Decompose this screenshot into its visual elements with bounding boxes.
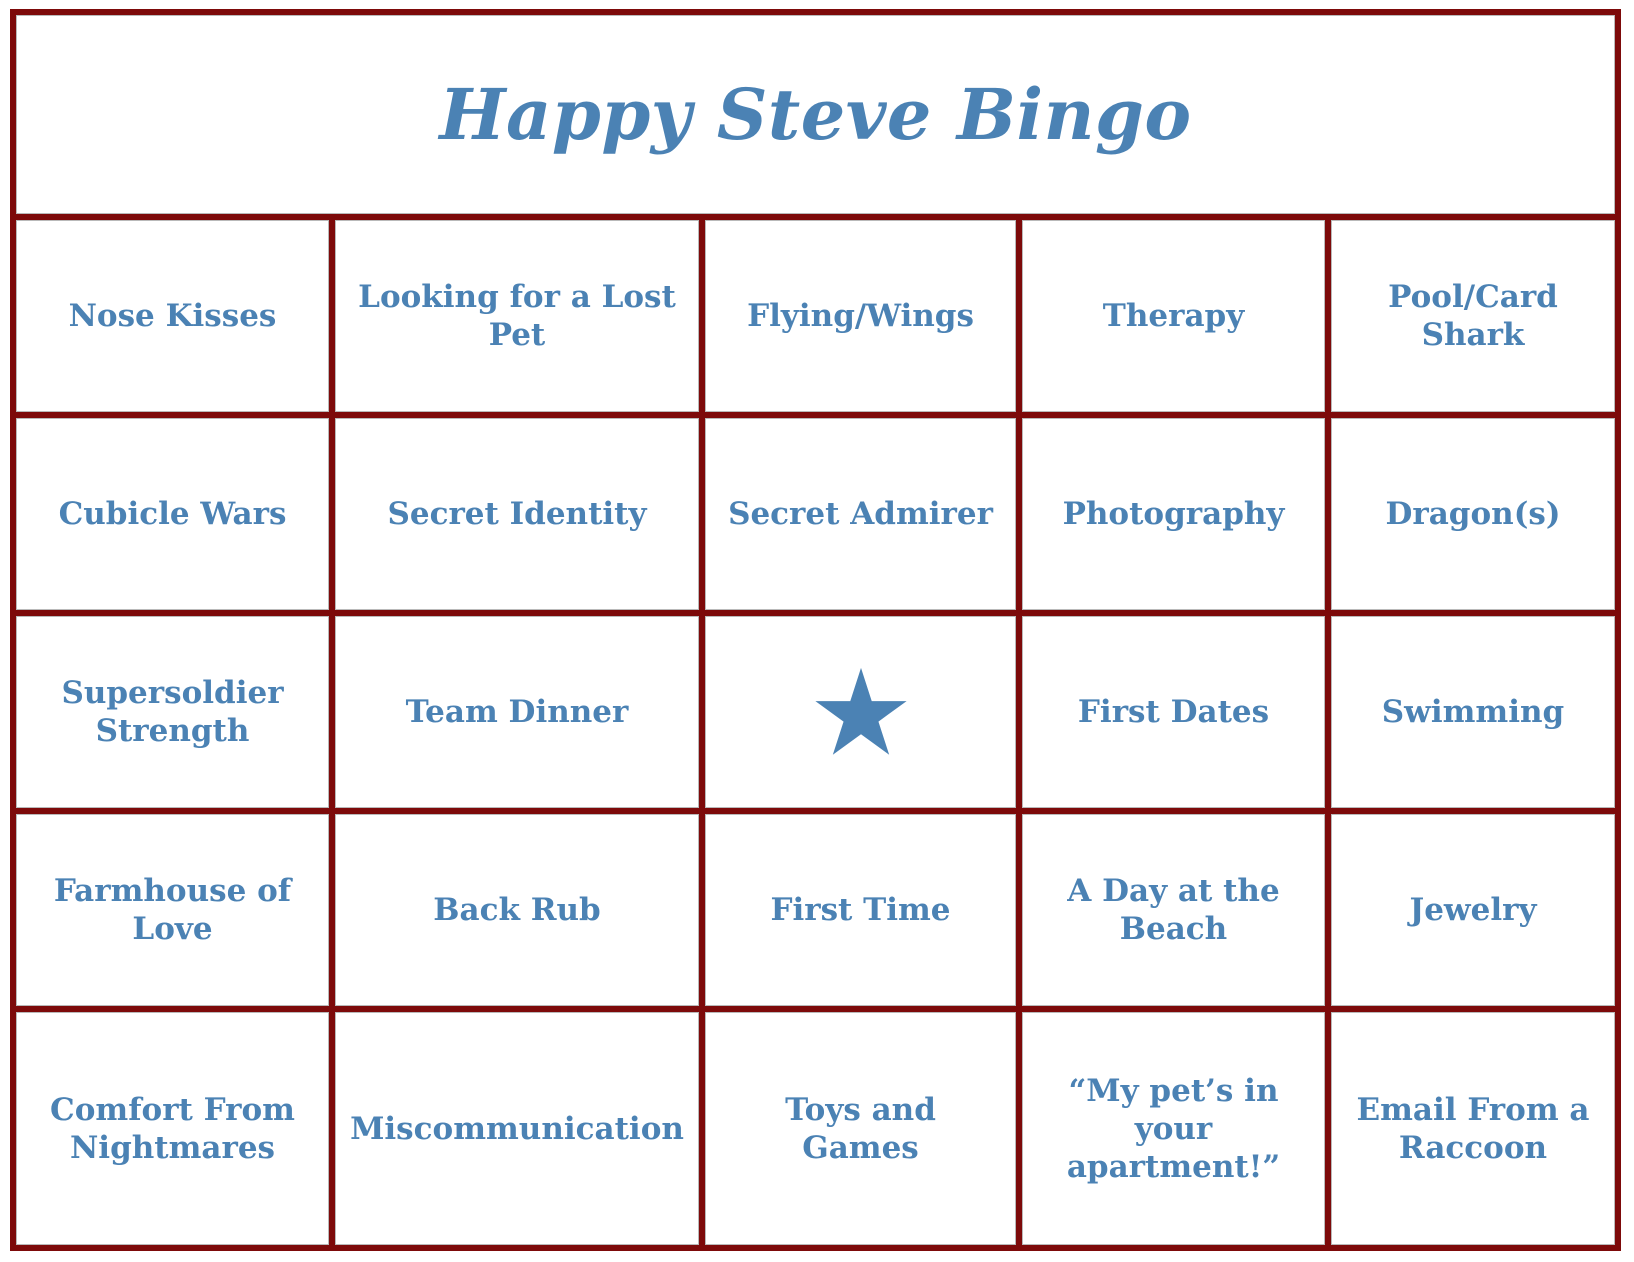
cell-label: Miscommunication <box>350 1110 684 1147</box>
bingo-cell[interactable] <box>335 418 699 610</box>
page-title: Happy Steve Bingo <box>439 73 1192 156</box>
bingo-cell[interactable] <box>705 1012 1016 1245</box>
cell-label: Email From a Raccoon <box>1356 1091 1590 1166</box>
bingo-cell[interactable] <box>335 1012 699 1245</box>
bingo-cell[interactable] <box>1331 220 1615 412</box>
bingo-cell[interactable] <box>335 616 699 808</box>
cell-label: First Dates <box>1077 694 1270 730</box>
cell-label: Dragon(s) <box>1385 496 1561 532</box>
bingo-cell[interactable] <box>16 418 329 610</box>
cell-label: Comfort From Nightmares <box>50 1091 295 1166</box>
star-icon <box>813 666 909 758</box>
bingo-cell[interactable] <box>1022 814 1325 1006</box>
bingo-cell[interactable] <box>705 418 1016 610</box>
cell-label: Secret Identity <box>387 496 647 532</box>
cell-label: Jewelry <box>1409 892 1537 928</box>
bingo-cell[interactable] <box>335 220 699 412</box>
bingo-card <box>10 9 1621 1251</box>
bingo-cell[interactable] <box>1331 418 1615 610</box>
bingo-cell[interactable] <box>16 1012 329 1245</box>
cell-label: Secret Admirer <box>728 496 993 532</box>
cell-label: “My pet’s in your apartment!” <box>1066 1072 1281 1185</box>
free-space-cell[interactable] <box>705 616 1016 808</box>
cell-label: Team Dinner <box>405 694 629 730</box>
cell-label: Flying/Wings <box>747 298 974 334</box>
cell-label: Pool/Card Shark <box>1388 279 1558 353</box>
bingo-cell[interactable] <box>1331 814 1615 1006</box>
cell-label: Farmhouse of Love <box>53 873 292 947</box>
bingo-cell[interactable] <box>16 220 329 412</box>
bingo-cell[interactable] <box>705 220 1016 412</box>
cell-label: Looking for a Lost Pet <box>358 279 676 353</box>
bingo-cell[interactable] <box>1022 1012 1325 1245</box>
cell-label: Toys and Games <box>785 1091 936 1166</box>
bingo-cell[interactable] <box>16 814 329 1006</box>
cell-label: Therapy <box>1102 298 1245 334</box>
cell-label: Supersoldier Strength <box>61 675 284 749</box>
bingo-cell[interactable] <box>705 814 1016 1006</box>
cell-label: A Day at the Beach <box>1067 873 1280 947</box>
bingo-cell[interactable] <box>16 616 329 808</box>
bingo-cell[interactable] <box>1331 616 1615 808</box>
cell-label: Photography <box>1062 496 1285 532</box>
cell-label: Back Rub <box>433 892 601 928</box>
cell-label: Nose Kisses <box>68 298 277 334</box>
bingo-cell[interactable] <box>1022 616 1325 808</box>
cell-label: Cubicle Wars <box>58 496 287 532</box>
bingo-cell[interactable] <box>1022 220 1325 412</box>
bingo-cell[interactable] <box>1331 1012 1615 1245</box>
cell-label: Swimming <box>1381 694 1565 730</box>
title-cell <box>16 15 1615 214</box>
cell-label: First Time <box>770 892 951 928</box>
bingo-cell[interactable] <box>335 814 699 1006</box>
bingo-cell[interactable] <box>1022 418 1325 610</box>
